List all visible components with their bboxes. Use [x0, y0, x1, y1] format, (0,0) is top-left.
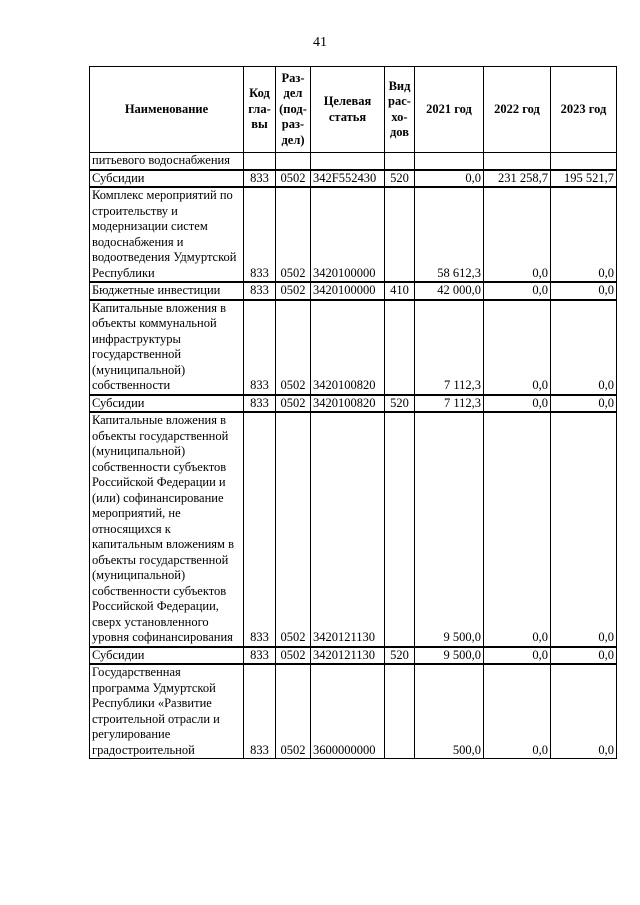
- row-2022: 231 258,7: [484, 170, 551, 188]
- row-name: питьевого водоснабжения: [90, 153, 244, 170]
- row-section: 0502: [276, 664, 311, 759]
- header-chapter-code: Код гла-вы: [244, 67, 276, 153]
- header-target-article: Целевая статья: [311, 67, 385, 153]
- row-2023: 0,0: [551, 664, 617, 759]
- row-2023: 0,0: [551, 395, 617, 413]
- row-2021: [415, 153, 484, 170]
- row-target: 342F552430: [311, 170, 385, 188]
- table-header-row: [90, 67, 617, 153]
- row-2021: 9 500,0: [415, 412, 484, 647]
- table-row: [90, 153, 617, 170]
- row-name: Субсидии: [90, 395, 244, 413]
- row-2021: 9 500,0: [415, 647, 484, 665]
- row-target: 3420121130: [311, 412, 385, 647]
- row-expense: 520: [385, 647, 415, 665]
- row-name: Капитальные вложения в объекты государственной (муниципальной) собственности субъектов Российской Федерации и (или) софинансирование мероприятий, не относящихся к капитальным вложениям в объекты государственной (муниципальной) собственности субъектов Российской Федерации, сверх установленного уровня софинансирования: [90, 412, 244, 647]
- row-2021: 7 112,3: [415, 300, 484, 395]
- row-2023: 0,0: [551, 282, 617, 300]
- row-2022: 0,0: [484, 282, 551, 300]
- row-target: 3420121130: [311, 647, 385, 665]
- row-chapter: 833: [244, 300, 276, 395]
- row-target: 3420100820: [311, 300, 385, 395]
- row-name: Бюджетные инвестиции: [90, 282, 244, 300]
- header-year-2022: 2022 год: [484, 67, 551, 153]
- row-chapter: 833: [244, 664, 276, 759]
- row-2023: [551, 153, 617, 170]
- row-name: Капитальные вложения в объекты коммунальной инфраструктуры государственной (муниципальной) собственности: [90, 300, 244, 395]
- header-year-2021: 2021 год: [415, 67, 484, 153]
- row-name: Субсидии: [90, 647, 244, 665]
- header-section: Раз-дел (под-раз-дел): [276, 67, 311, 153]
- row-expense: 520: [385, 170, 415, 188]
- table-row: [90, 395, 617, 413]
- row-expense: [385, 187, 415, 282]
- row-chapter: 833: [244, 412, 276, 647]
- row-name: Комплекс мероприятий по строительству и модернизации систем водоснабжения и водоотведения Удмуртской Республики: [90, 187, 244, 282]
- row-2023: 0,0: [551, 187, 617, 282]
- row-section: 0502: [276, 187, 311, 282]
- row-target: 3420100820: [311, 395, 385, 413]
- row-2023: 0,0: [551, 647, 617, 665]
- row-target: 3600000000: [311, 664, 385, 759]
- row-2022: 0,0: [484, 664, 551, 759]
- row-2021: 7 112,3: [415, 395, 484, 413]
- row-target: 3420100000: [311, 187, 385, 282]
- table-row: [90, 300, 617, 395]
- row-2021: 500,0: [415, 664, 484, 759]
- row-2022: 0,0: [484, 412, 551, 647]
- row-2023: 195 521,7: [551, 170, 617, 188]
- row-expense: [385, 664, 415, 759]
- row-2023: 0,0: [551, 300, 617, 395]
- row-chapter: 833: [244, 395, 276, 413]
- header-year-2023: 2023 год: [551, 67, 617, 153]
- row-2021: 58 612,3: [415, 187, 484, 282]
- row-chapter: 833: [244, 647, 276, 665]
- row-2022: 0,0: [484, 647, 551, 665]
- row-section: 0502: [276, 412, 311, 647]
- row-section: [276, 153, 311, 170]
- row-target: 3420100000: [311, 282, 385, 300]
- row-section: 0502: [276, 395, 311, 413]
- row-section: 0502: [276, 170, 311, 188]
- row-2022: 0,0: [484, 395, 551, 413]
- row-chapter: 833: [244, 170, 276, 188]
- row-expense: 410: [385, 282, 415, 300]
- row-expense: [385, 412, 415, 647]
- row-chapter: 833: [244, 282, 276, 300]
- row-2022: 0,0: [484, 187, 551, 282]
- table-row: [90, 664, 617, 759]
- row-2021: 42 000,0: [415, 282, 484, 300]
- row-chapter: 833: [244, 187, 276, 282]
- row-2023: 0,0: [551, 412, 617, 647]
- row-expense: [385, 300, 415, 395]
- row-name: Государственная программа Удмуртской Республики «Развитие строительной отрасли и регулирование градостроительной: [90, 664, 244, 759]
- row-chapter: [244, 153, 276, 170]
- row-expense: 520: [385, 395, 415, 413]
- table-row: [90, 282, 617, 300]
- table-row: [90, 412, 617, 647]
- row-2022: [484, 153, 551, 170]
- row-target: [311, 153, 385, 170]
- table-row: [90, 187, 617, 282]
- row-name: Субсидии: [90, 170, 244, 188]
- row-section: 0502: [276, 300, 311, 395]
- table-row: [90, 647, 617, 665]
- row-section: 0502: [276, 647, 311, 665]
- budget-table: [89, 66, 617, 759]
- page-number: 41: [313, 35, 327, 50]
- row-2022: 0,0: [484, 300, 551, 395]
- row-section: 0502: [276, 282, 311, 300]
- header-expense-type: Вид рас-хо-дов: [385, 67, 415, 153]
- table-row: [90, 170, 617, 188]
- row-expense: [385, 153, 415, 170]
- header-name: Наименование: [90, 67, 244, 153]
- row-2021: 0,0: [415, 170, 484, 188]
